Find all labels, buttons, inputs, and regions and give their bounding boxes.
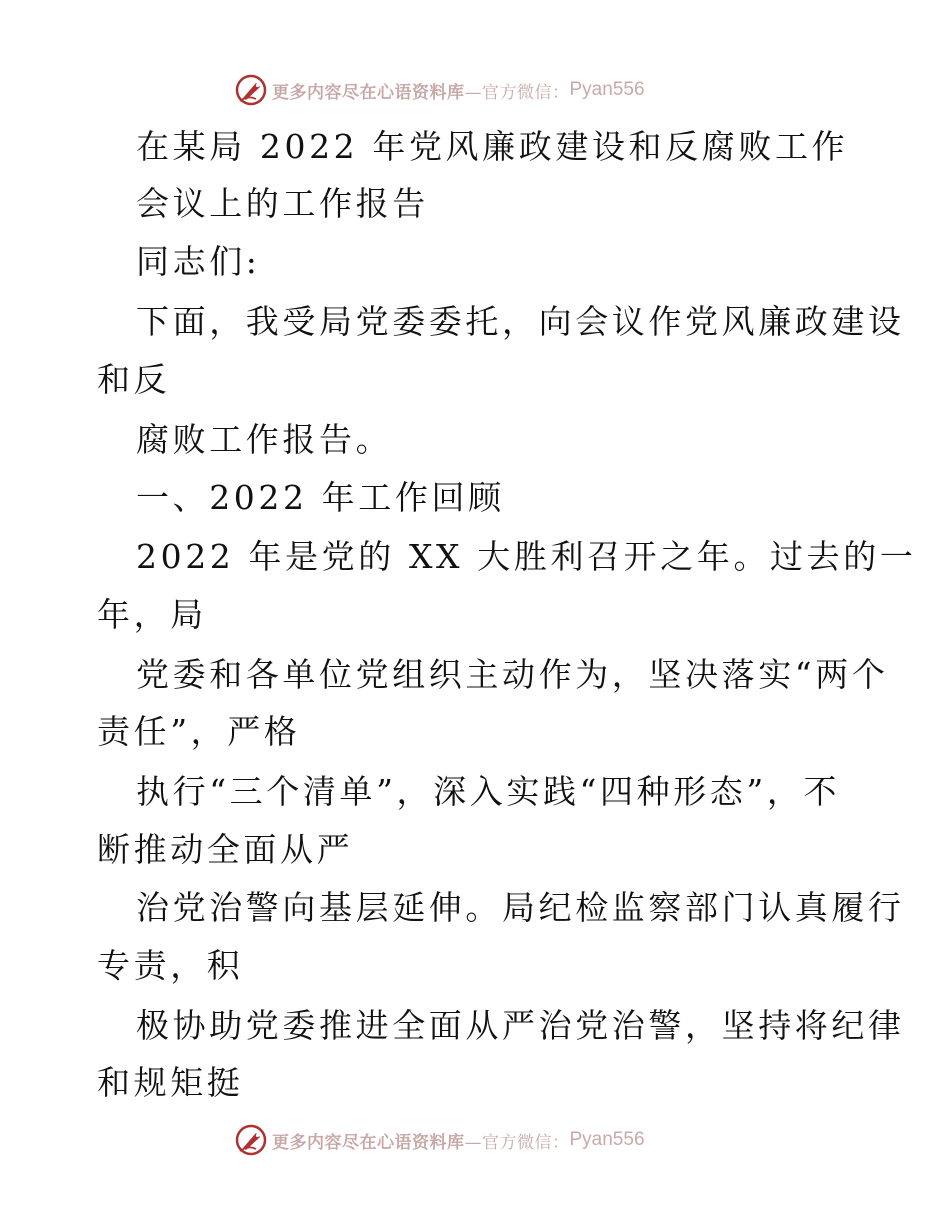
- watermark-sub-text: —官方微信：: [464, 1132, 570, 1153]
- footer-watermark: [234, 1122, 645, 1158]
- section-heading: 一、2022 年工作回顾: [136, 478, 505, 517]
- watermark-main-text: 更多内容尽在心语资料库: [272, 1132, 465, 1153]
- paragraph-line-2: 年，局: [97, 595, 207, 634]
- paragraph-line-4: 责任”，严格: [97, 712, 301, 751]
- watermark-wechat-id: Pyan556: [569, 1129, 645, 1150]
- header-watermark: [234, 72, 645, 108]
- intro-line-1: 下面，我受局党委委托，向会议作党风廉政建设: [136, 302, 905, 341]
- intro-line-2: 和反: [97, 360, 171, 399]
- salutation: 同志们:: [136, 242, 261, 281]
- paragraph-line-3: 党委和各单位党组织主动作为，坚决落实“两个: [136, 655, 889, 694]
- pen-nib-logo-icon: [234, 73, 268, 107]
- pen-nib-logo-icon: [234, 1123, 268, 1157]
- document-title-line-1: 在某局 2022 年党风廉政建设和反腐败工作: [136, 127, 849, 166]
- paragraph-line-1: 2022 年是党的 XX 大胜利召开之年。过去的一: [136, 537, 917, 576]
- watermark-sub-text: —官方微信：: [464, 82, 570, 103]
- intro-line-3: 腐败工作报告。: [136, 420, 393, 459]
- paragraph-line-7: 治党治警向基层延伸。局纪检监察部门认真履行: [136, 888, 905, 927]
- paragraph-line-8: 专责，积: [97, 946, 244, 985]
- paragraph-line-10: 和规矩挺: [97, 1063, 244, 1102]
- paragraph-line-9: 极协助党委推进全面从严治党治警，坚持将纪律: [136, 1006, 905, 1045]
- paragraph-line-6: 断推动全面从严: [97, 830, 354, 869]
- paragraph-line-5: 执行“三个清单”，深入实践“四种形态”，不: [136, 772, 841, 811]
- watermark-wechat-id: Pyan556: [569, 79, 645, 100]
- document-title-line-2: 会议上的工作报告: [136, 184, 429, 223]
- watermark-main-text: 更多内容尽在心语资料库: [272, 82, 465, 103]
